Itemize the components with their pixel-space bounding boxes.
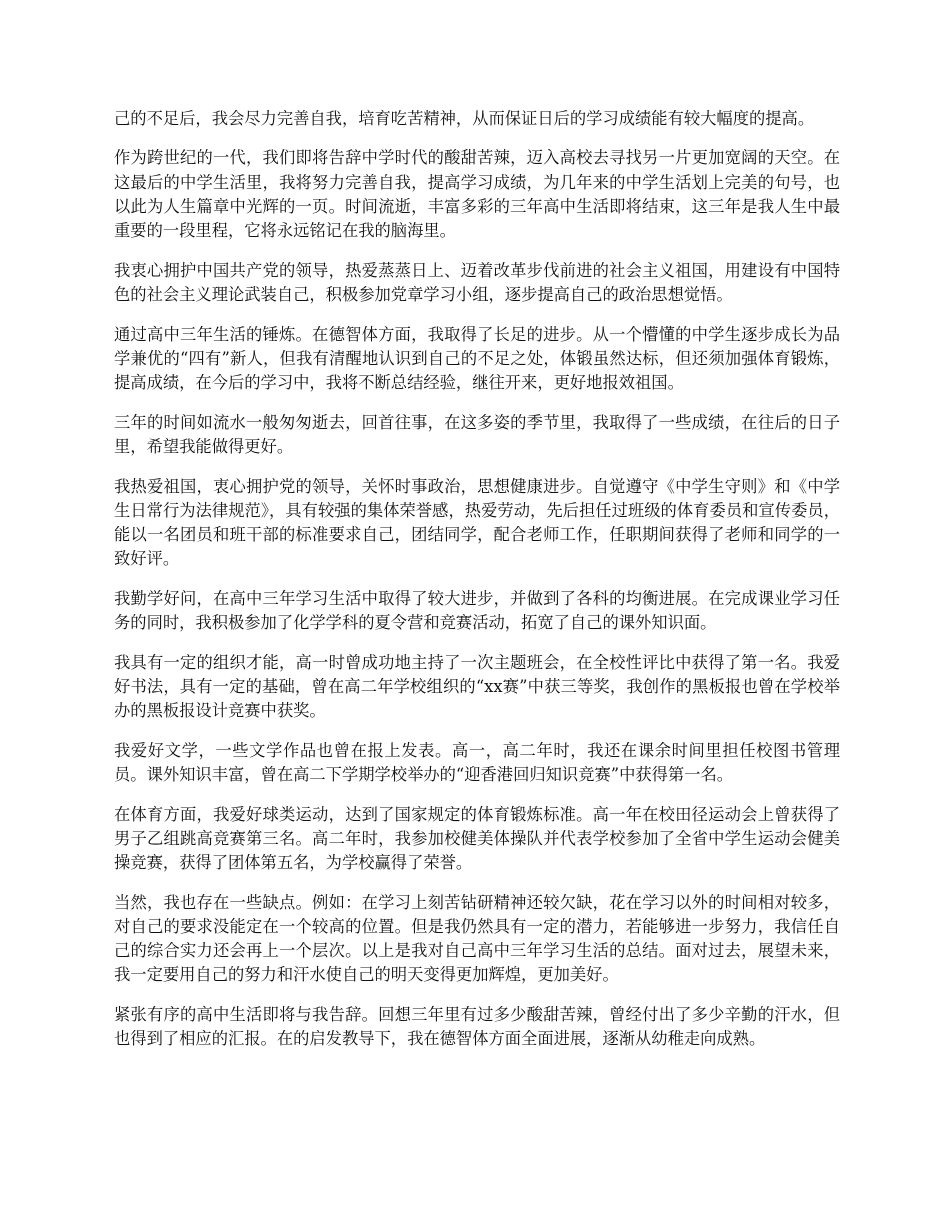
paragraph: 我热爱祖国，衷心拥护党的领导，关怀时事政治，思想健康进步。自觉遵守《中学生守则》和《中学生日常行为法律规范》，具有较强的集体荣誉感，热爱劳动，先后担任过班级的体育委员和宣传委员，能以一名团员和班干部的标准要求自己，团结同学，配合老师工作，任职期间获得了老师和同学的一致好评。 (114, 476, 840, 569)
paragraph: 通过高中三年生活的锤炼。在德智体方面，我取得了长足的进步。从一个懵懂的中学生逐步成长为品学兼优的“四有”新人，但我有清醒地认识到自己的不足之处，体锻虽然达标，但还须加强体育锻炼，提高成绩，在今后的学习中，我将不断总结经验，继往开来，更好地报效祖国。 (114, 324, 840, 393)
paragraph: 当然，我也存在一些缺点。例如：在学习上刻苦钻研精神还较欠缺，花在学习以外的时间相对较多，对自己的要求没能定在一个较高的位置。但是我仍然具有一定的潜力，若能够进一步努力，我信任自己的综合实力还会再上一个层次。以上是我对自己高中三年学习生活的总结。面对过去，展望未来，我一定要用自己的努力和汗水使自己的明天变得更加辉煌，更加美好。 (114, 892, 840, 985)
paragraph: 己的不足后，我会尽力完善自我，培育吃苦精神，从而保证日后的学习成绩能有较大幅度的提高。 (114, 109, 815, 128)
paragraph: 紧张有序的高中生活即将与我告辞。回想三年里有过多少酸甜苦辣，曾经付出了多少辛勤的汗水，但也得到了相应的汇报。在的启发教导下，我在德智体方面全面进展，逐渐从幼稚走向成熟。 (114, 1004, 840, 1049)
document-page (114, 107, 840, 1067)
paragraph: 在体育方面，我爱好球类运动，达到了国家规定的体育锻炼标准。高一年在校田径运动会上曾获得了男子乙组跳高竞赛第三名。高二年时，我参加校健美体操队并代表学校参加了全省中学生运动会健美操竞赛，获得了团体第五名，为学校赢得了荣誉。 (114, 804, 840, 873)
paragraph: 三年的时间如流水一般匆匆逝去，回首往事，在这多姿的季节里，我取得了一些成绩，在往后的日子里，希望我能做得更好。 (114, 412, 840, 457)
paragraph: 我勤学好问，在高中三年学习生活中取得了较大进步，并做到了各科的均衡进展。在完成课业学习任务的同时，我积极参加了化学学科的夏令营和竞赛活动，拓宽了自己的课外知识面。 (114, 588, 840, 633)
paragraph: 我具有一定的组织才能，高一时曾成功地主持了一次主题班会，在全校性评比中获得了第一名。我爱好书法，具有一定的基础，曾在高二年学校组织的“xx赛”中获三等奖，我创作的黑板报也曾在学校举办的黑板报设计竞赛中获奖。 (114, 652, 840, 721)
paragraph: 我衷心拥护中国共产党的领导，热爱蒸蒸日上、迈着改革步伐前进的社会主义祖国，用建设有中国特色的社会主义理论武装自己，积极参加党章学习小组，逐步提高自己的政治思想觉悟。 (114, 260, 840, 305)
paragraph: 作为跨世纪的一代，我们即将告辞中学时代的酸甜苦辣，迈入高校去寻找另一片更加宽阔的天空。在这最后的中学生活里，我将努力完善自我，提高学习成绩，为几年来的中学生活划上完美的句号，也以此为人生篇章中光辉的一页。时间流逝，丰富多彩的三年高中生活即将结束，这三年是我人生中最重要的一段里程，它将永远铭记在我的脑海里。 (114, 148, 840, 241)
paragraph: 我爱好文学，一些文学作品也曾在报上发表。高一，高二年时，我还在课余时间里担任校图书管理员。课外知识丰富，曾在高二下学期学校举办的“迎香港回归知识竞赛”中获得第一名。 (114, 740, 840, 785)
